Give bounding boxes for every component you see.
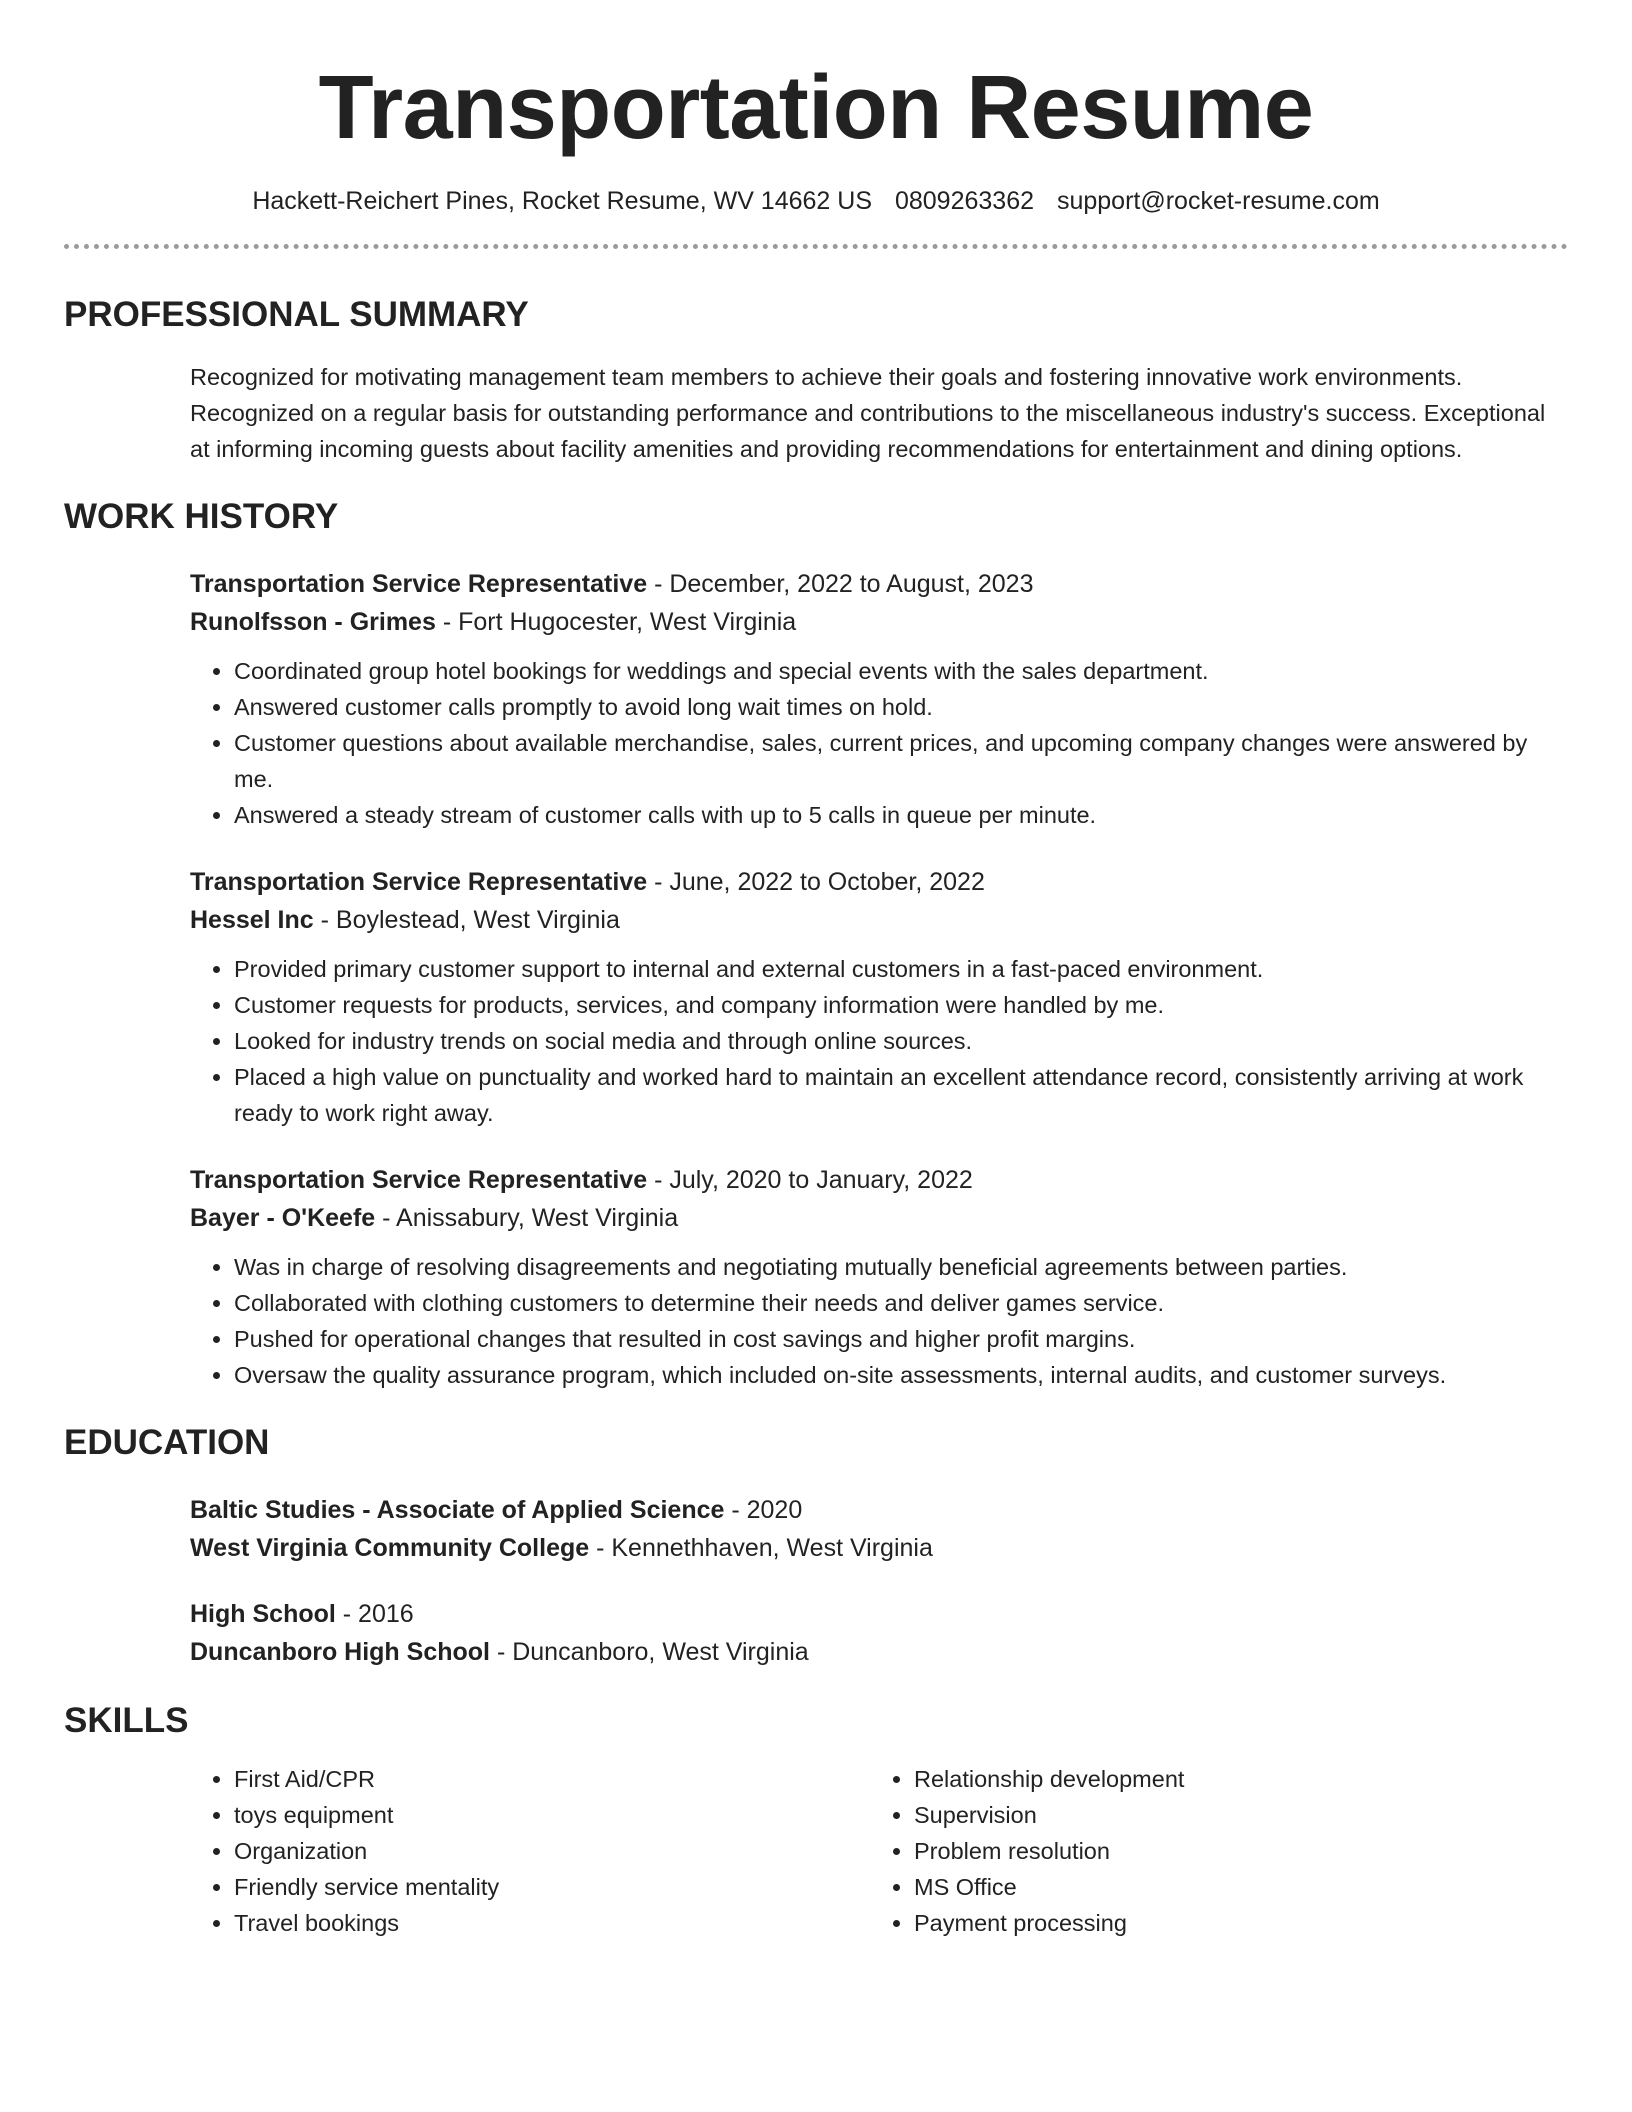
job-bullets <box>190 951 1568 1131</box>
edu-degree-line <box>190 1491 1568 1529</box>
job-role: Transportation Service Representative <box>190 1166 648 1194</box>
edu-year: - 2016 <box>335 1600 414 1628</box>
job-entry <box>190 565 1568 833</box>
education-entry <box>190 1491 1568 1567</box>
section-title-skills: SKILLS <box>64 1701 189 1740</box>
edu-school-line <box>190 1529 1568 1567</box>
list-item: • Pushed for operational changes that resulted in cost savings and higher profit margins. <box>234 1321 1568 1357</box>
edu-location: - Kennethhaven, West Virginia <box>589 1534 933 1562</box>
contact-line <box>64 184 1568 218</box>
skill-item: • Payment processing <box>914 1905 1550 1941</box>
edu-degree: High School <box>190 1600 336 1628</box>
job-company-line <box>190 901 1568 939</box>
job-role: Transportation Service Representative <box>190 570 648 598</box>
list-item: • Coordinated group hotel bookings for weddings and special events with the sales department. <box>234 653 1568 689</box>
skill-item: • MS Office <box>914 1869 1550 1905</box>
job-location: - Fort Hugocester, West Virginia <box>435 608 797 636</box>
list-item: • Customer requests for products, services, and company information were handled by me. <box>234 987 1568 1023</box>
edu-degree-line <box>190 1595 1568 1633</box>
skills-column-right <box>870 1761 1550 1941</box>
job-company-line <box>190 1199 1568 1237</box>
job-company-line <box>190 603 1568 641</box>
list-item: • Collaborated with clothing customers to determine their needs and deliver games service. <box>234 1285 1568 1321</box>
edu-year: - 2020 <box>724 1496 803 1524</box>
education-entry <box>190 1595 1568 1671</box>
list-item: • Answered customer calls promptly to avoid long wait times on hold. <box>234 689 1568 725</box>
resume-page <box>64 0 1568 1941</box>
contact-address: Hackett-Reichert Pines, Rocket Resume, WV 14662 US <box>252 187 873 215</box>
list-item: • Looked for industry trends on social media and through online sources. <box>234 1023 1568 1059</box>
edu-school: West Virginia Community College <box>190 1534 590 1562</box>
section-title-summary: PROFESSIONAL SUMMARY <box>64 295 529 334</box>
list-item: • Was in charge of resolving disagreements and negotiating mutually beneficial agreements between parties. <box>234 1249 1568 1285</box>
contact-phone: 0809263362 <box>894 187 1035 215</box>
skills-grid <box>190 1761 1568 1941</box>
list-item: • Customer questions about available merchandise, sales, current prices, and upcoming company changes were answered by me. <box>234 725 1568 797</box>
edu-degree: Baltic Studies - Associate of Applied Science <box>190 1496 725 1524</box>
skill-item: • Relationship development <box>914 1761 1550 1797</box>
skill-item: • Friendly service mentality <box>234 1869 870 1905</box>
job-role-line <box>190 1161 1568 1199</box>
edu-location: - Duncanboro, West Virginia <box>490 1638 809 1666</box>
job-role: Transportation Service Representative <box>190 868 648 896</box>
skill-item: • Organization <box>234 1833 870 1869</box>
job-role-line <box>190 863 1568 901</box>
job-bullets <box>190 1249 1568 1393</box>
job-company: Hessel Inc <box>190 906 314 934</box>
job-entry <box>190 1161 1568 1393</box>
job-company: Bayer - O'Keefe <box>190 1204 376 1232</box>
job-role-line <box>190 565 1568 603</box>
skill-item: • First Aid/CPR <box>234 1761 870 1797</box>
summary-text: Recognized for motivating management team members to achieve their goals and fostering innovative work environments. Recognized on a regular basis for outstanding performance and contributions to the miscellaneous industry's success. Exceptional at informing incoming guests about facility amenities and providing recommendations for entertainment and dining options. <box>190 364 1546 462</box>
contact-email: support@rocket-resume.com <box>1056 187 1380 215</box>
section-title-education: EDUCATION <box>64 1423 270 1462</box>
edu-school: Duncanboro High School <box>190 1638 490 1666</box>
job-bullets <box>190 653 1568 833</box>
skill-item: • toys equipment <box>234 1797 870 1833</box>
list-item: • Oversaw the quality assurance program, which included on-site assessments, internal audits, and customer surveys. <box>234 1357 1568 1393</box>
job-location: - Anissabury, West Virginia <box>375 1204 679 1232</box>
list-item: • Placed a high value on punctuality and worked hard to maintain an excellent attendance record, consistently arriving at work ready to work right away. <box>234 1059 1568 1131</box>
job-entry <box>190 863 1568 1131</box>
job-dates: - July, 2020 to January, 2022 <box>647 1166 973 1194</box>
skill-item: • Supervision <box>914 1797 1550 1833</box>
job-dates: - December, 2022 to August, 2023 <box>647 570 1034 598</box>
job-dates: - June, 2022 to October, 2022 <box>647 868 985 896</box>
skill-item: • Problem resolution <box>914 1833 1550 1869</box>
skills-column-left <box>190 1761 870 1941</box>
list-item: • Provided primary customer support to internal and external customers in a fast-paced environment. <box>234 951 1568 987</box>
header-divider <box>64 244 1568 249</box>
job-location: - Boylestead, West Virginia <box>313 906 620 934</box>
section-title-work-history: WORK HISTORY <box>64 497 339 536</box>
edu-school-line <box>190 1633 1568 1671</box>
skill-item: • Travel bookings <box>234 1905 870 1941</box>
list-item: • Answered a steady stream of customer calls with up to 5 calls in queue per minute. <box>234 797 1568 833</box>
resume-title: Transportation Resume <box>318 58 1314 158</box>
job-company: Runolfsson - Grimes <box>190 608 436 636</box>
